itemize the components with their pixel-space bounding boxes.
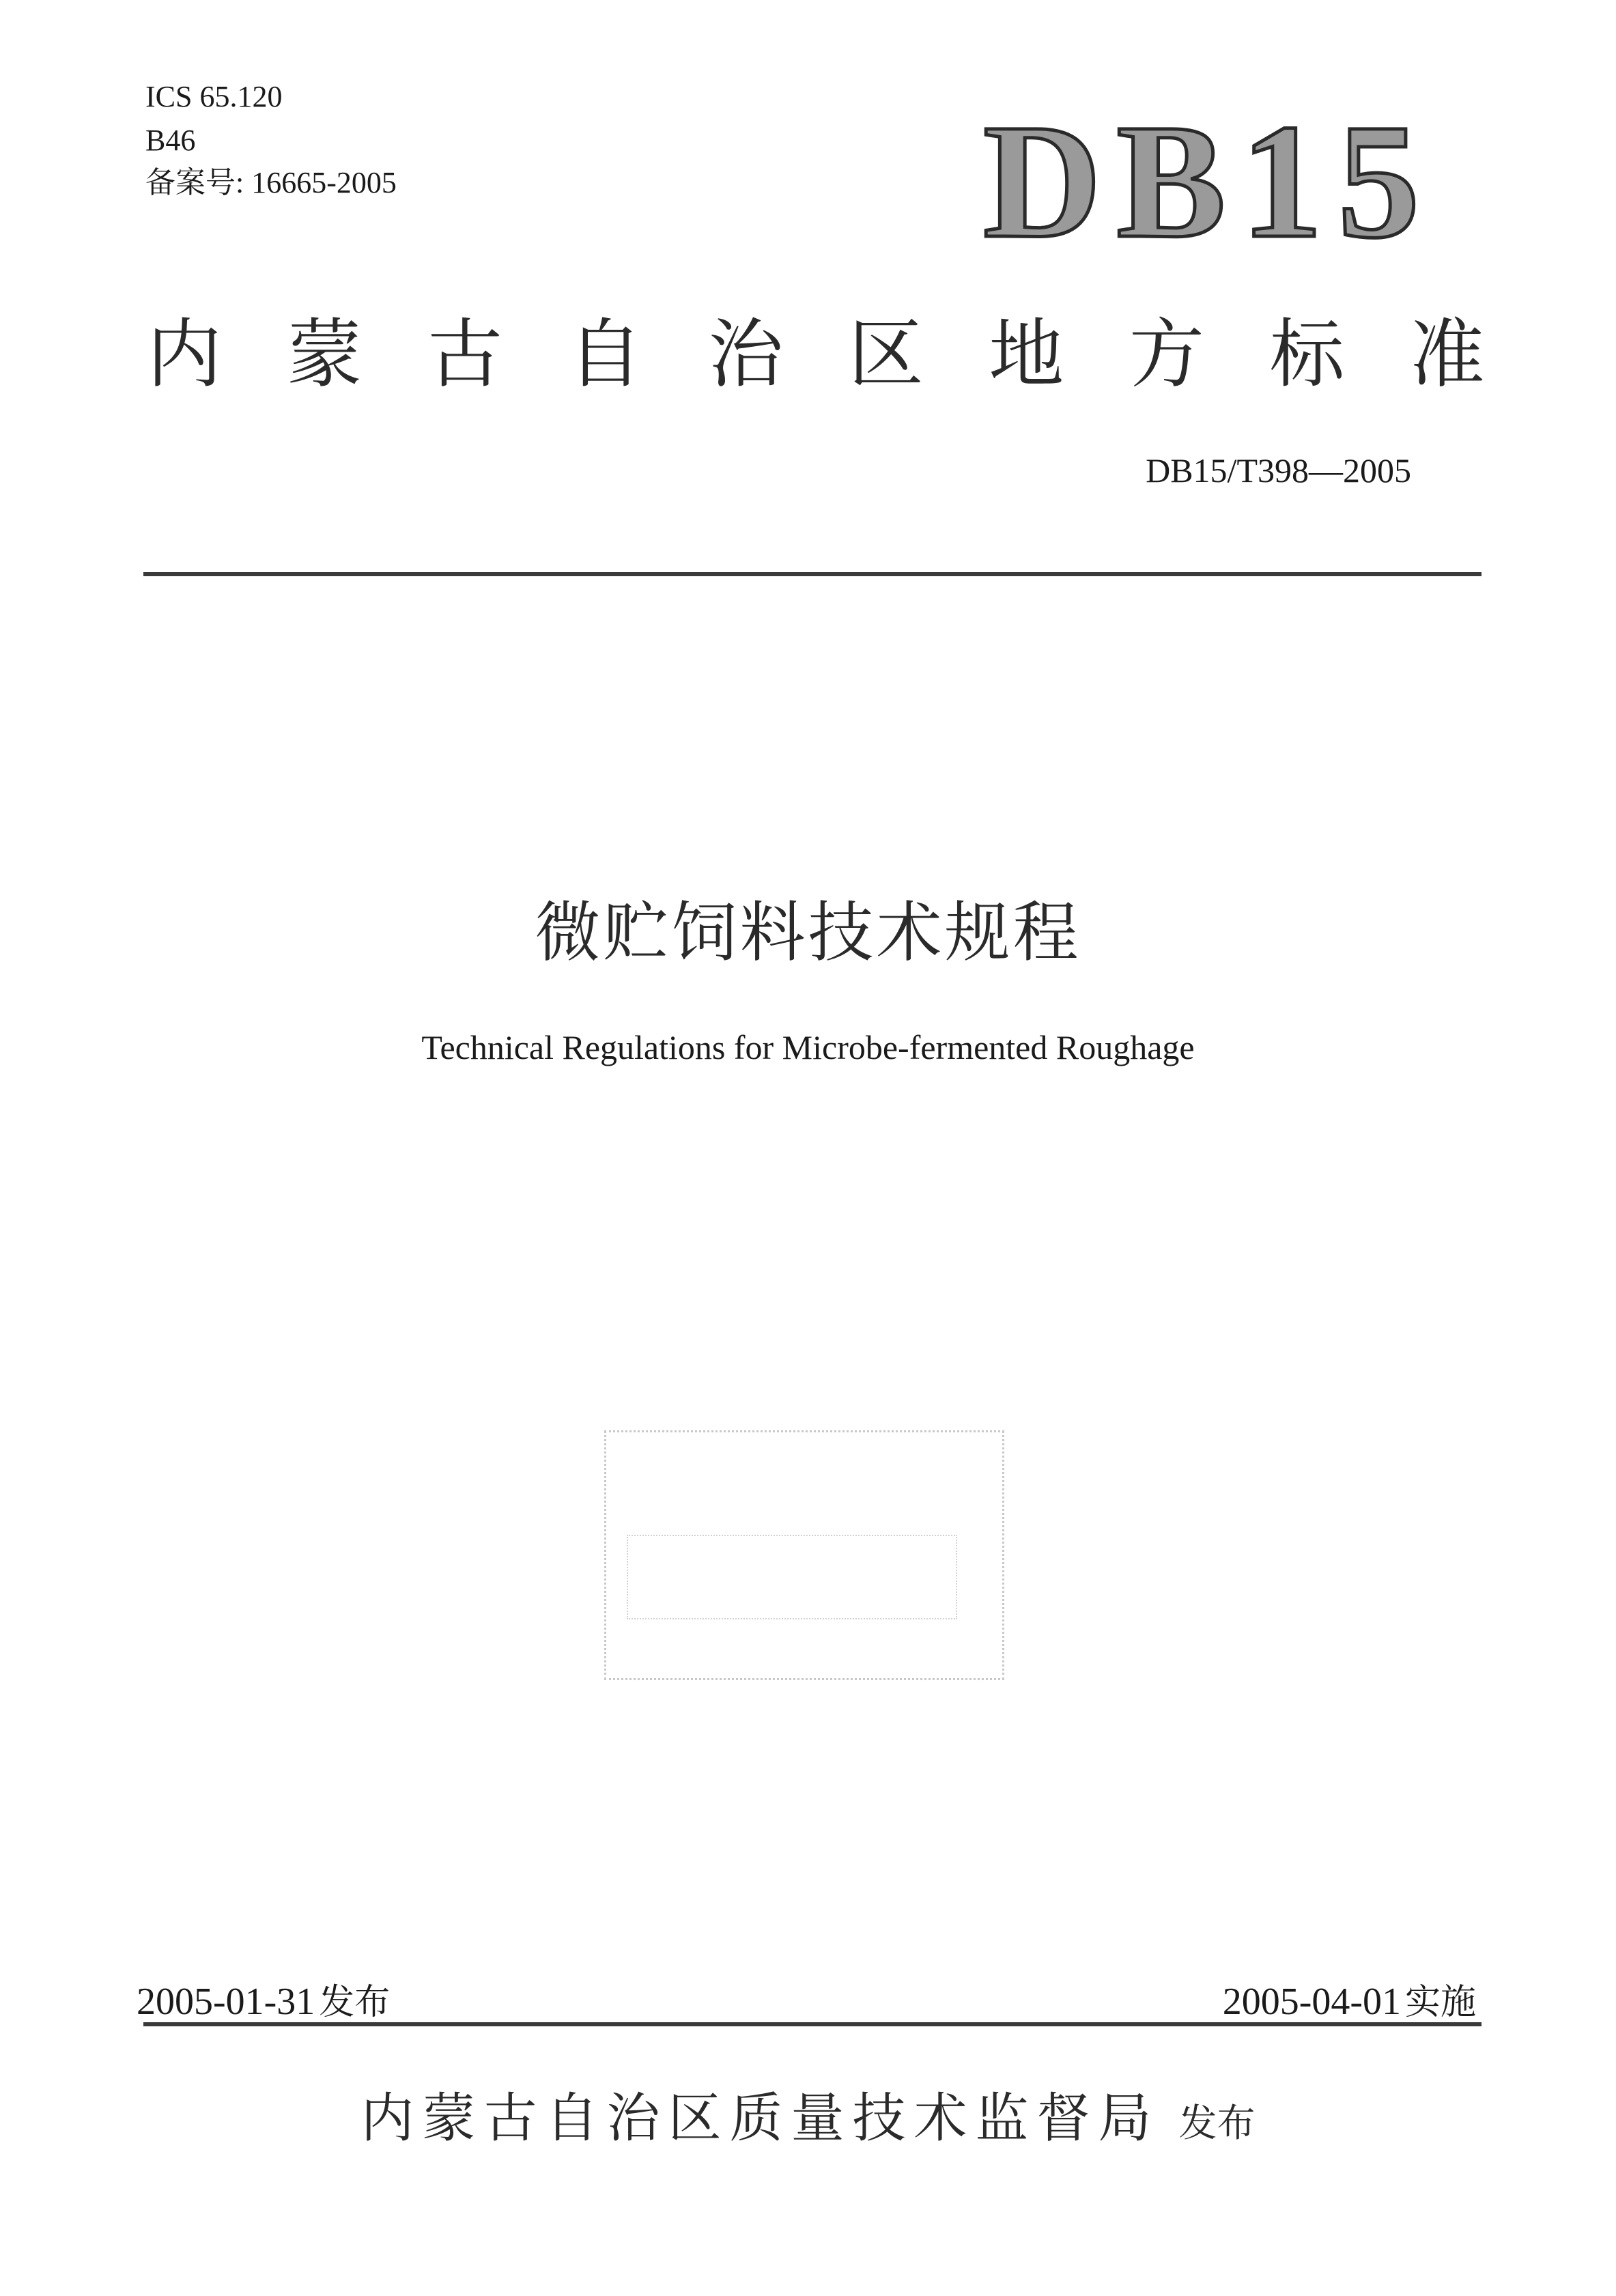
category-char: 治 [708,311,784,398]
issue-date-label: 发布 [319,1982,391,2023]
classification-code: B46 [145,124,196,157]
implementation-date [1223,1973,1476,2024]
category-char: 准 [1409,311,1485,398]
category-char: 方 [1129,311,1204,398]
publisher-name: 内蒙古自治区质量技术监督局 [360,2088,1160,2149]
header-divider [143,572,1482,576]
publisher [0,2075,1616,2152]
implementation-date-label: 实施 [1404,1982,1476,2023]
title-chinese: 微贮饲料技术规程 [535,894,1081,971]
category-char: 地 [989,311,1064,398]
standard-category [147,300,1485,396]
filing-number: 备案号: 16665-2005 [145,166,397,199]
publisher-suffix: 发布 [1178,2101,1256,2146]
category-char: 蒙 [287,311,363,398]
implementation-date-value: 2005-04-01 [1222,1981,1401,2023]
category-char: 古 [427,311,503,398]
title-english: Technical Regulations for Microbe-fermented Roughage [421,1028,1195,1066]
stamp-inner-box [627,1535,957,1619]
issue-date [137,1973,390,2024]
db15-logo: DB15 [983,90,1435,272]
ics-code: ICS 65.120 [145,80,283,113]
category-char: 自 [567,311,643,398]
footer-divider [143,2022,1482,2026]
category-char: 标 [1269,311,1345,398]
standard-number: DB15/T398—2005 [1146,451,1411,490]
issue-date-value: 2005-01-31 [137,1981,315,2023]
faint-stamp [604,1430,1004,1680]
category-char: 内 [147,311,222,398]
category-char: 区 [848,311,924,398]
